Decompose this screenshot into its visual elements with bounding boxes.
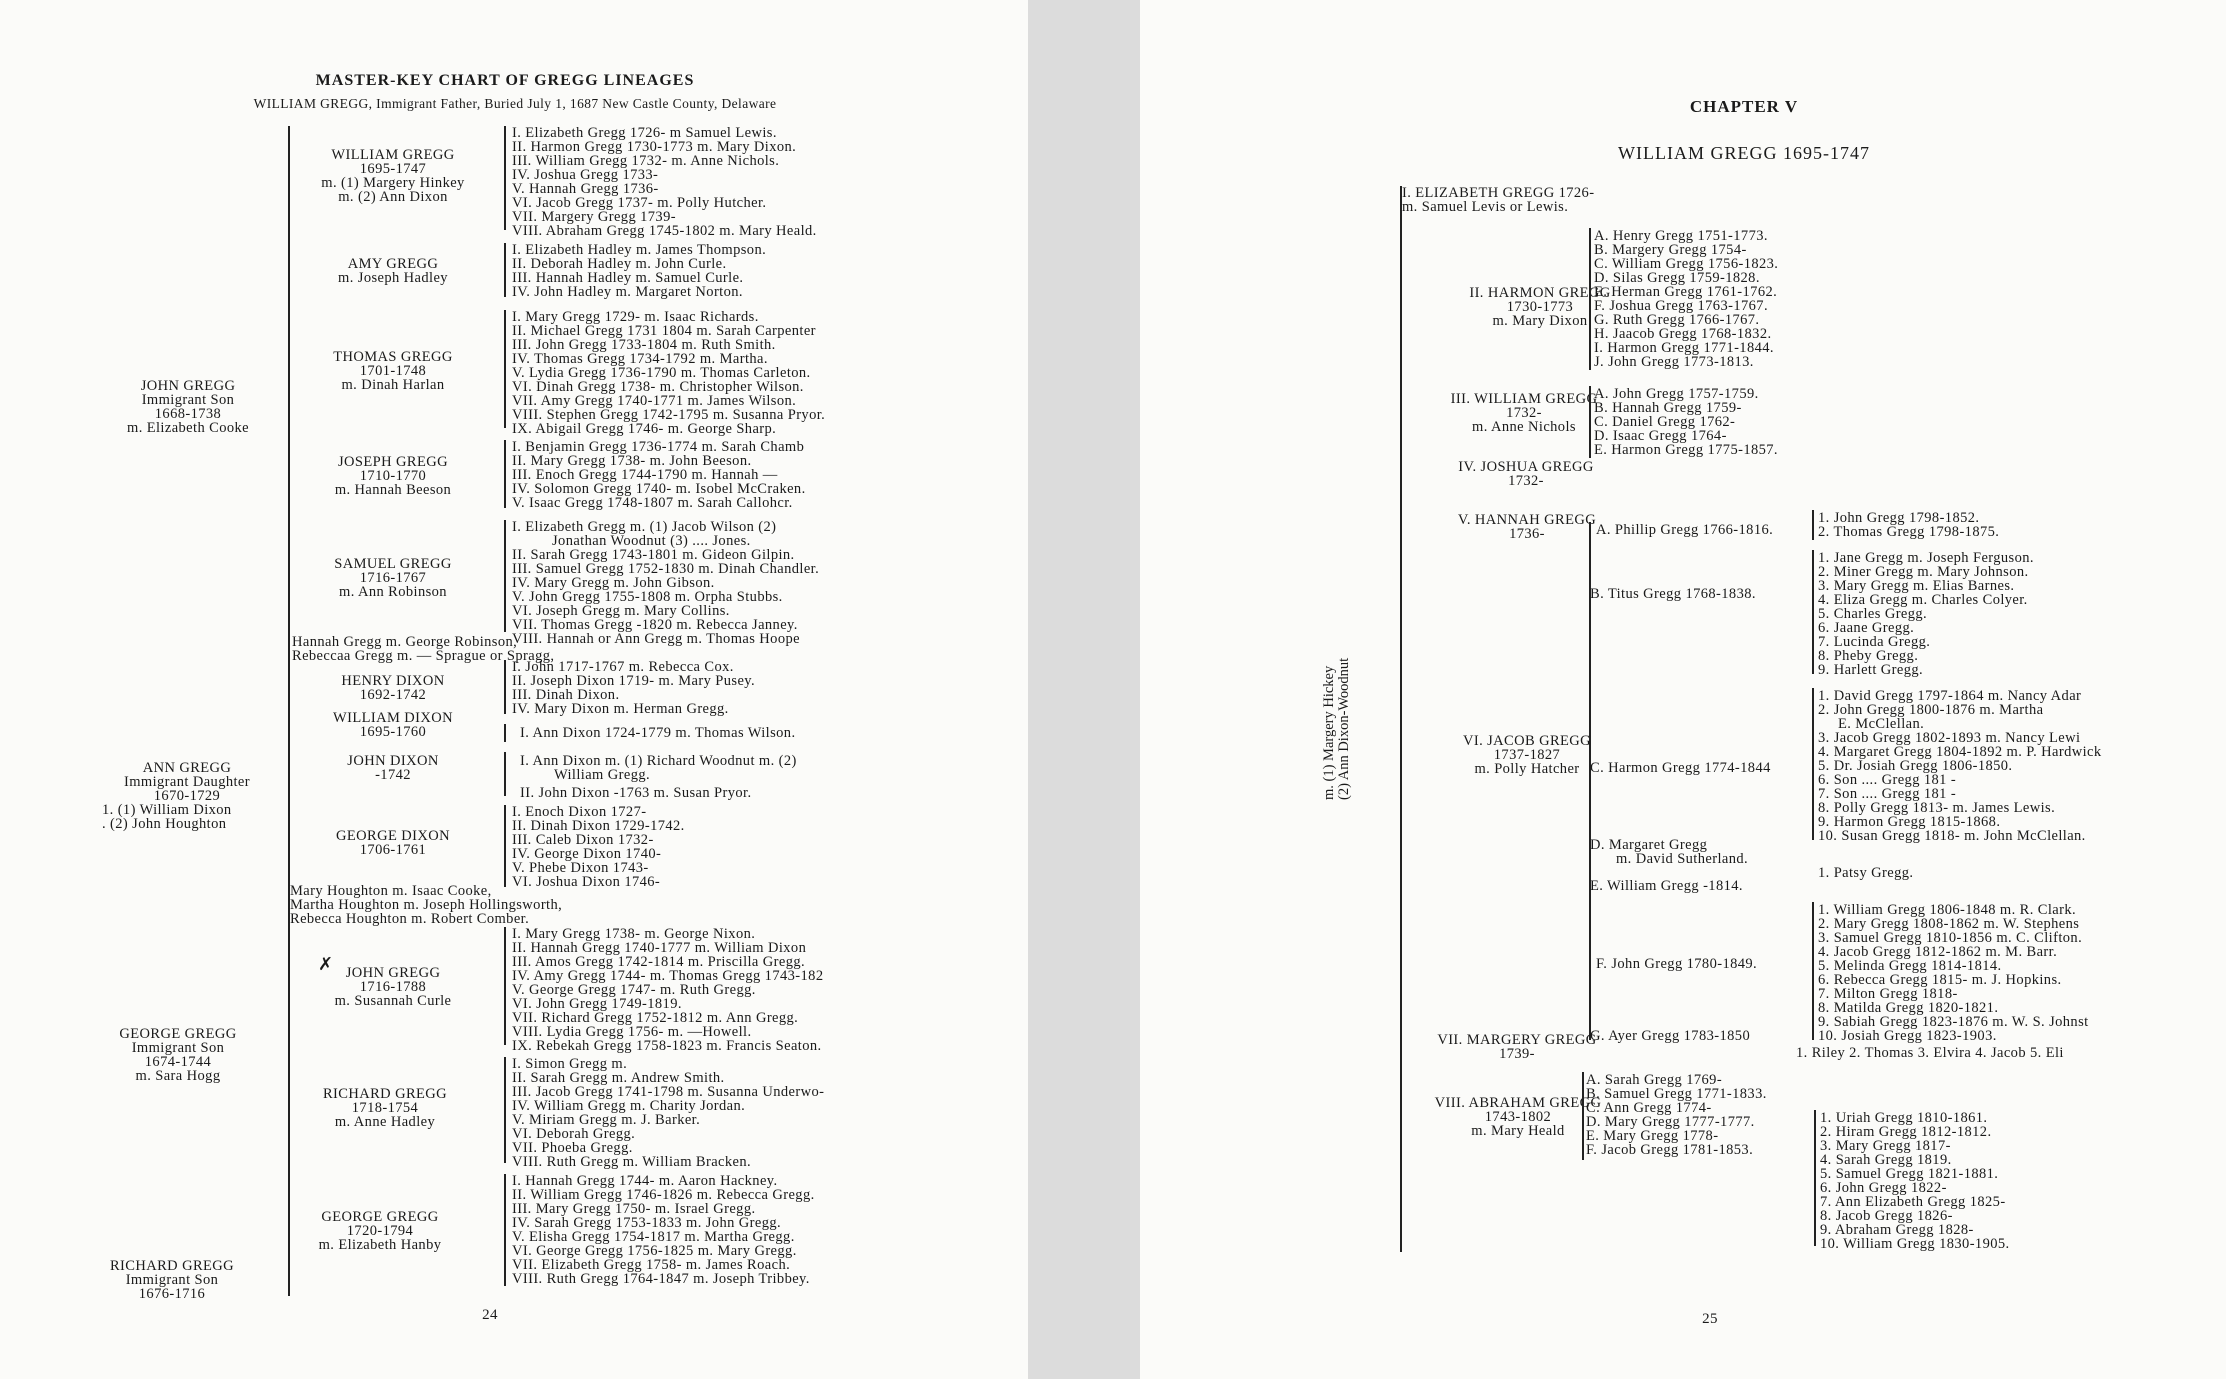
family-thomas-gregg-children: I. Mary Gregg 1729- m. Isaac Richards. II. Michael Gregg 1731 1804 m. Sarah Carpenter III. John Gregg 1733-1804 m. Ruth Smith. IV. Thomas Gregg 1734-1792 m. Martha. V. Lydia Gregg 1736-1790 m. Thomas Carleton. VI. Dinah Gregg 1738- m. Christopher Wilson. VII. Amy Gregg 1740-1771 m. James Wilson. VIII. Stephen Gregg 1742-1795 m. Susanna Pryor. IX. Abigail Gregg 1746- m. George Sharp. — [512, 309, 826, 437]
family-amy-gregg-children: I. Elizabeth Hadley m. James Thompson. II. Deborah Hadley m. John Curle. III. Hannah Hadley m. Samuel Curle. IV. John Hadley m. Margaret Norton. — [512, 242, 767, 300]
grandchildren-bracket — [1814, 1110, 1816, 1246]
grandchildren-bracket — [1812, 550, 1814, 674]
margaret-children: 1. Patsy Gregg. — [1818, 865, 1914, 881]
family-amy-gregg-parent: AMY GREGG m. Joseph Hadley — [338, 256, 448, 286]
family-bracket — [504, 927, 506, 1045]
family-joseph-gregg-children: I. Benjamin Gregg 1736-1774 m. Sarah Chamb II. Mary Gregg 1738- m. John Beeson. III. Enoch Gregg 1744-1790 m. Hannah — IV. Solomon Gregg 1740- m. Isobel McCraken. V. Isaac Gregg 1748-1807 m. Sarah Callohcr. — [512, 439, 806, 511]
entry-abraham-gregg: VIII. ABRAHAM GREGG 1743-1802 m. Mary Heald — [1434, 1095, 1602, 1139]
abraham-grandchildren: 1. Uriah Gregg 1810-1861. 2. Hiram Gregg 1812-1812. 3. Mary Gregg 1817- 4. Sarah Gregg 1819. 5. Samuel Gregg 1821-1881. 6. John Gregg 1822- 7. Ann Elizabeth Gregg 1825- 8. Jacob Gregg 1826- 9. Abraham Gregg 1828- 10. William Gregg 1830-1905. — [1820, 1110, 2010, 1252]
jacob-child-william: E. William Gregg -1814. — [1590, 878, 1743, 894]
son-john-gregg: JOHN GREGG Immigrant Son 1668-1738 m. Elizabeth Cooke — [127, 378, 249, 436]
family-john-gregg-children: I. Mary Gregg 1738- m. George Nixon. II. Hannah Gregg 1740-1777 m. William Dixon III. Amos Gregg 1742-1814 m. Priscilla Gregg. IV. Amy Gregg 1744- m. Thomas Gregg 1743-182 V. George Gregg 1747- m. Ruth Gregg. VI. John Gregg 1749-1819. VII. Richard Gregg 1752-1812 m. Ann Gregg. VIII. Lydia Gregg 1756- m. —Howell. IX. Rebekah Gregg 1758-1823 m. Francis Seaton. — [512, 926, 824, 1054]
harmon-jr-children: 1. David Gregg 1797-1864 m. Nancy Adar 2. John Gregg 1800-1876 m. Martha E. McClellan. 3. Jacob Gregg 1802-1893 m. Nancy Lewi 4. Margaret Gregg 1804-1892 m. P. Hardwick 5. Dr. Josiah Gregg 1806-1850. 6. Son .... Gregg 181 - 7. Son .... Gregg 181 - 8. Polly Gregg 1813- m. James Lewis. 9. Harmon Gregg 1815-1868. 10. Susan Gregg 1818- m. John McClellan. — [1818, 688, 2102, 844]
family-bracket — [504, 1057, 506, 1163]
abraham-bracket — [1582, 1072, 1584, 1160]
family-bracket — [504, 752, 506, 796]
son-richard-gregg: RICHARD GREGG Immigrant Son 1676-1716 — [109, 1258, 235, 1302]
family-george-dixon-children: I. Enoch Dixon 1727- II. Dinah Dixon 1729-1742. III. Caleb Dixon 1732- IV. George Dixon 1740- V. Phebe Dixon 1743- VI. Joshua Dixon 1746- — [512, 804, 685, 890]
entry-joshua-gregg: IV. JOSHUA GREGG 1732- — [1458, 459, 1594, 489]
family-george-dixon-parent: GEORGE DIXON 1706-1761 — [336, 828, 450, 858]
page-number-left: 24 — [482, 1307, 498, 1323]
family-george-gregg-parent: GEORGE GREGG 1720-1794 m. Elizabeth Hanby — [318, 1209, 442, 1253]
family-samuel-gregg-children: I. Elizabeth Gregg m. (1) Jacob Wilson (2) Jonathan Woodnut (3) .... Jones. II. Sarah Gregg 1743-1801 m. Gideon Gilpin. III. Samuel Gregg 1752-1830 m. Dinah Chandler. IV. Mary Gregg m. John Gibson. V. John Gregg 1755-1808 m. Orpha Stubbs. VI. Joseph Gregg m. Mary Collins. VII. Thomas Gregg -1820 m. Rebecca Janney. VIII. Hannah or Ann Gregg m. Thomas Hoope — [512, 519, 820, 647]
harmon-children: A. Henry Gregg 1751-1773. B. Margery Gregg 1754- C. William Gregg 1756-1823. D. Silas Gregg 1759-1828. E. Herman Gregg 1761-1762. F. Joshua Gregg 1763-1767. G. Ruth Gregg 1766-1767. H. Jaacob Gregg 1768-1832. I. Harmon Gregg 1771-1844. J. John Gregg 1773-1813. — [1594, 228, 1779, 370]
john-children: 1. William Gregg 1806-1848 m. R. Clark. 2. Mary Gregg 1808-1862 m. W. Stephens 3. Samuel Gregg 1810-1856 m. C. Clifton. 4. Jacob Gregg 1812-1862 m. M. Barr. 5. Melinda Gregg 1814-1814. 6. Rebecca Gregg 1815- m. J. Hopkins. 7. Milton Gregg 1818- 8. Matilda Gregg 1820-1821. 9. Sabiah Gregg 1823-1876 m. W. S. Johnst 10. Josiah Gregg 1823-1903. — [1818, 902, 2089, 1044]
family-henry-dixon-parent: HENRY DIXON 1692-1742 — [341, 673, 445, 703]
family-john-dixon-children: I. Ann Dixon m. (1) Richard Woodnut m. (2) William Gregg. II. John Dixon -1763 m. Susan Pryor. — [520, 753, 797, 801]
titus-children: 1. Jane Gregg m. Joseph Ferguson. 2. Miner Gregg m. Mary Johnson. 3. Mary Gregg m. Elias Barnes. 4. Eliza Gregg m. Charles Colyer. 5. Charles Gregg. 6. Jaane Gregg. 7. Lucinda Gregg. 8. Pheby Gregg. 9. Harlett Gregg. — [1818, 550, 2034, 678]
section-heading: WILLIAM GREGG 1695-1747 — [1618, 143, 1870, 163]
chart-subtitle: WILLIAM GREGG, Immigrant Father, Buried July 1, 1687 New Castle County, Delaware — [253, 96, 777, 111]
family-bracket — [504, 440, 506, 508]
family-william-dixon-children: I. Ann Dixon 1724-1779 m. Thomas Wilson. — [520, 725, 796, 741]
son-ann-gregg: ANN GREGG Immigrant Daughter 1670-1729 1. (1) William Dixon . (2) John Houghton — [102, 760, 250, 832]
grandchildren-bracket — [1812, 688, 1814, 840]
family-joseph-gregg-parent: JOSEPH GREGG 1710-1770 m. Hannah Beeson — [334, 454, 452, 498]
family-richard-gregg-children: I. Simon Gregg m. II. Sarah Gregg m. Andrew Smith. III. Jacob Gregg 1741-1798 m. Susanna Underwo- IV. William Gregg m. Charity Jordan. V. Miriam Gregg m. J. Barker. VI. Deborah Gregg. VII. Phoeba Gregg. VIII. Ruth Gregg m. William Bracken. — [512, 1056, 825, 1170]
william-children: A. John Gregg 1757-1759. B. Hannah Gregg 1759- C. Daniel Gregg 1762- D. Isaac Gregg 1764- E. Harmon Gregg 1775-1857. — [1594, 386, 1778, 458]
family-richard-gregg-parent: RICHARD GREGG 1718-1754 m. Anne Hadley — [322, 1086, 448, 1130]
chapter-heading: CHAPTER V — [1689, 97, 1799, 116]
family-henry-dixon-children: I. John 1717-1767 m. Rebecca Cox. II. Joseph Dixon 1719- m. Mary Pusey. III. Dinah Dixon. IV. Mary Dixon m. Herman Gregg. — [512, 659, 756, 717]
entry-elizabeth-gregg: I. ELIZABETH GREGG 1726- m. Samuel Levis or Lewis. — [1402, 185, 1595, 215]
family-bracket — [504, 1174, 506, 1286]
entry-harmon-gregg: II. HARMON GREGG 1730-1773 m. Mary Dixon — [1469, 285, 1611, 329]
family-john-dixon-parent: JOHN DIXON -1742 — [347, 753, 439, 783]
harmon-bracket — [1589, 228, 1591, 370]
son-george-gregg: GEORGE GREGG Immigrant Son 1674-1744 m. Sara Hogg — [119, 1026, 237, 1084]
family-john-gregg-parent: JOHN GREGG 1716-1788 m. Susannah Curle — [334, 965, 452, 1009]
grandchildren-bracket — [1812, 510, 1814, 540]
grandchildren-bracket — [1812, 902, 1814, 1040]
family-bracket — [504, 310, 506, 428]
family-william-dixon-parent: WILLIAM DIXON 1695-1760 — [333, 710, 453, 740]
william-bracket — [1589, 386, 1591, 458]
family-bracket — [504, 520, 506, 632]
jacob-child-margaret: D. Margaret Gregg m. David Sutherland. — [1590, 837, 1749, 867]
entry-hannah-gregg: V. HANNAH GREGG 1736- — [1457, 512, 1597, 542]
page-number-right: 25 — [1702, 1311, 1718, 1327]
right-page — [1140, 0, 2226, 1379]
family-bracket — [504, 660, 506, 714]
family-samuel-gregg-parent: SAMUEL GREGG 1716-1767 m. Ann Robinson — [334, 556, 452, 600]
family-thomas-gregg-parent: THOMAS GREGG 1701-1748 m. Dinah Harlan — [333, 349, 453, 393]
left-page — [0, 0, 1028, 1379]
family-william-gregg-parent: WILLIAM GREGG 1695-1747 m. (1) Margery Hinkey m. (2) Ann Dixon — [321, 147, 465, 205]
family-george-gregg-children: I. Hannah Gregg 1744- m. Aaron Hackney. II. William Gregg 1746-1826 m. Rebecca Gregg. III. Mary Gregg 1750- m. Israel Gregg. IV. Sarah Gregg 1753-1833 m. John Gregg. V. Elisha Gregg 1754-1817 m. Martha Gregg. VI. George Gregg 1756-1825 m. Mary Gregg. VII. Elizabeth Gregg 1758- m. James Roach. VIII. Ruth Gregg 1764-1847 m. Joseph Tribbey. — [512, 1173, 815, 1287]
family-bracket — [504, 243, 506, 297]
sons-bracket — [288, 126, 290, 1296]
children-bracket — [1400, 186, 1402, 1252]
family-bracket — [504, 126, 506, 230]
phillip-children: 1. John Gregg 1798-1852. 2. Thomas Gregg 1798-1875. — [1818, 510, 2000, 540]
entry-william-gregg: III. WILLIAM GREGG 1732- m. Anne Nichols — [1450, 391, 1598, 435]
entry-jacob-gregg: VI. JACOB GREGG 1737-1827 m. Polly Hatcher — [1462, 733, 1592, 777]
family-bracket — [504, 805, 506, 887]
jacob-child-ayer: G. Ayer Gregg 1783-1850 — [1590, 1028, 1751, 1044]
interlude-robinson-sprague: Hannah Gregg m. George Robinson, Rebeccaa Gregg m. — Sprague or Spragg, — [292, 634, 555, 664]
interlude-houghton: Mary Houghton m. Isaac Cooke, Martha Houghton m. Joseph Hollingsworth, Rebecca Houghton m. Robert Comber. — [290, 883, 563, 927]
family-william-gregg-children: I. Elizabeth Gregg 1726- m Samuel Lewis. II. Harmon Gregg 1730-1773 m. Mary Dixon. III. William Gregg 1732- m. Anne Nichols. IV. Joshua Gregg 1733- V. Hannah Gregg 1736- VI. Jacob Gregg 1737- m. Polly Hutcher. VII. Margery Gregg 1739- VIII. Abraham Gregg 1745-1802 m. Mary Heald. — [512, 125, 817, 239]
rotated-spouse-note: m. (1) Margery Hickey (2) Ann Dixon-Woodnut — [1321, 657, 1352, 800]
family-bracket — [504, 724, 506, 742]
jacob-child-phillip: A. Phillip Gregg 1766-1816. — [1596, 522, 1774, 538]
ayer-children: 1. Riley 2. Thomas 3. Elvira 4. Jacob 5. Eli — [1796, 1045, 2064, 1061]
handwritten-mark: ✗ — [318, 954, 334, 974]
chart-title: MASTER-KEY CHART OF GREGG LINEAGES — [315, 72, 695, 89]
abraham-children: A. Sarah Gregg 1769- B. Samuel Gregg 1771-1833. C. Ann Gregg 1774- D. Mary Gregg 1777-1777. E. Mary Gregg 1778- F. Jacob Gregg 1781-1853. — [1586, 1072, 1767, 1158]
entry-margery-gregg: VII. MARGERY GREGG 1739- — [1437, 1032, 1597, 1062]
jacob-child-john: F. John Gregg 1780-1849. — [1596, 956, 1758, 972]
jacob-child-titus: B. Titus Gregg 1768-1838. — [1590, 586, 1756, 602]
jacob-child-harmon: C. Harmon Gregg 1774-1844 — [1590, 760, 1771, 776]
